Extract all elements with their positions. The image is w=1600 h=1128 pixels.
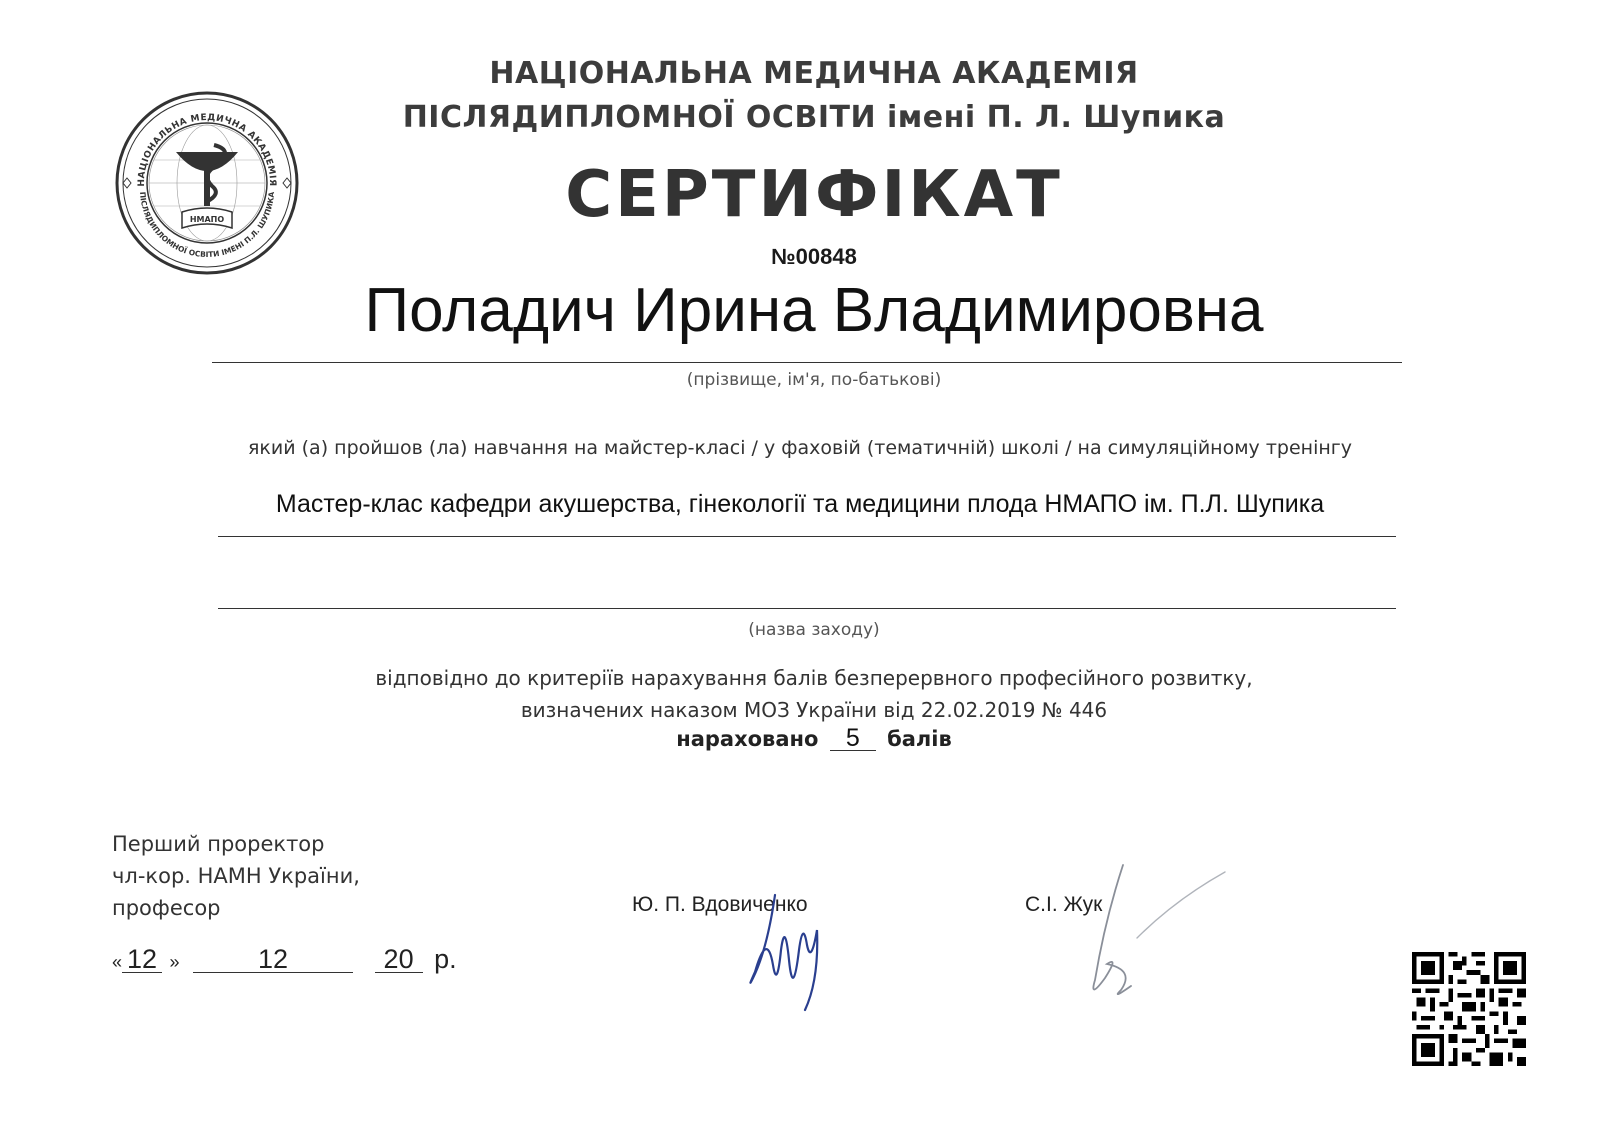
date-month: 12 bbox=[193, 946, 353, 973]
criteria-line1: відповідно до критеріїв нарахування балів безперервного професійного розвитку, bbox=[375, 666, 1253, 690]
signature-1 bbox=[745, 890, 835, 1020]
course-title: Мастер-клас кафедри акушерства, гінекології та медицини плода НМАПО ім. П.Л. Шупика bbox=[275, 490, 1325, 518]
seal-ring-text-bottom: ПІСЛЯДИПЛОМНОЇ ОСВІТИ ІМЕНІ П.Л. ШУПИКА bbox=[137, 191, 277, 260]
date-day: 12 bbox=[122, 946, 162, 973]
signatory-name-1: Ю. П. Вдовиченко bbox=[632, 893, 808, 916]
institution-name-line2: ПІСЛЯДИПЛОМНОЇ ОСВІТИ імені П. Л. Шупика bbox=[402, 100, 1226, 135]
date-open-quote: « bbox=[112, 952, 123, 972]
date-suffix: р. bbox=[434, 944, 457, 974]
points-value: 5 bbox=[830, 726, 876, 751]
event-caption: (назва заходу) bbox=[748, 620, 880, 640]
points-prefix: нараховано bbox=[676, 727, 819, 751]
recipient-name: Поладич Ирина Владимировна bbox=[364, 276, 1264, 345]
points-suffix: балів bbox=[887, 727, 952, 751]
signatory-role-line3: професор bbox=[112, 896, 221, 920]
institution-name-line1: НАЦІОНАЛЬНА МЕДИЧНА АКАДЕМІЯ bbox=[489, 56, 1139, 91]
qr-code bbox=[1412, 952, 1526, 1066]
seal-ring-text-top: НАЦІОНАЛЬНА МЕДИЧНА АКАДЕМІЯ bbox=[136, 112, 278, 187]
seal-center-text: НМАПО bbox=[189, 215, 225, 224]
date-close-quote: » bbox=[169, 952, 180, 972]
signatory-role-line2: чл-кор. НАМН України, bbox=[112, 864, 360, 888]
certificate-title: СЕРТИФІКАТ bbox=[565, 158, 1063, 232]
course-underline-2 bbox=[218, 608, 1396, 609]
course-intro-text: який (а) пройшов (ла) навчання на майстер-класі / у фаховій (тематичній) школі / на симуляційному тренінгу bbox=[248, 437, 1352, 459]
signatory-name-2: С.І. Жук bbox=[1025, 893, 1103, 916]
signatory-role-line1: Перший проректор bbox=[112, 832, 325, 856]
criteria-line2: визначених наказом МОЗ України від 22.02.2019 № 446 bbox=[520, 698, 1108, 722]
certificate-number: №00848 bbox=[771, 244, 857, 269]
name-caption: (прізвище, ім'я, по-батькові) bbox=[686, 370, 942, 390]
date-year-prefix: 20 bbox=[375, 946, 423, 973]
points-row bbox=[214, 726, 1414, 751]
signature-2 bbox=[1075, 860, 1245, 1010]
issue-date bbox=[112, 944, 457, 975]
course-underline-1 bbox=[218, 536, 1396, 537]
name-underline bbox=[212, 362, 1402, 363]
